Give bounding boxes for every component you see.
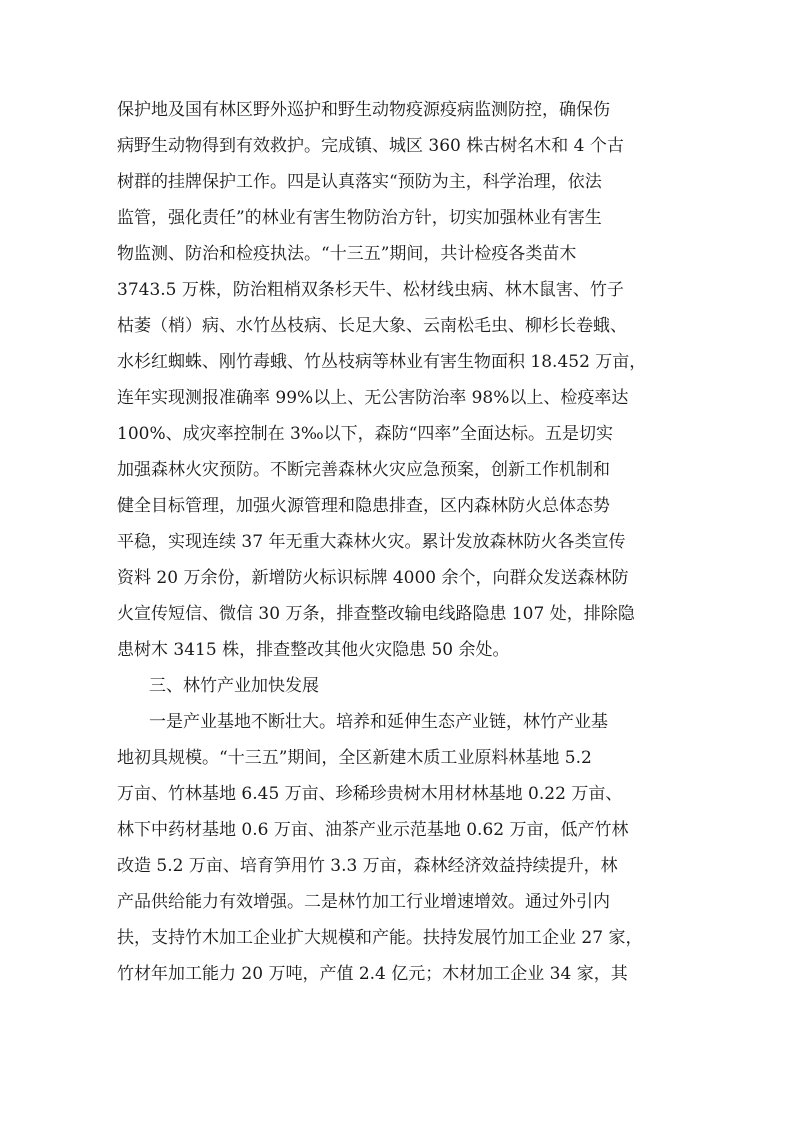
text-line: 连年实现测报准确率 99%以上、无公害防治率 98%以上、检疫率达: [117, 388, 629, 408]
text-line: 病野生动物得到有效救护。完成镇、城区 360 株古树名木和 4 个古: [117, 136, 624, 156]
text-line: 火宣传短信、微信 30 万条，排查整改输电线路隐患 107 处，排除隐: [117, 604, 635, 624]
text-line: 树群的挂牌保护工作。四是认真落实“预防为主，科学治理，依法: [117, 172, 602, 192]
text-line: 水杉红蜘蛛、刚竹毒蛾、竹丛枝病等林业有害生物面积 18.452 万亩，: [117, 352, 647, 372]
text-line: 一是产业基地不断壮大。培养和延伸生态产业链，林竹产业基: [149, 712, 608, 732]
section-heading: 三、林竹产业加快发展: [149, 676, 319, 696]
body-text: [117, 92, 697, 992]
text-line: 万亩、竹林基地 6.45 万亩、珍稀珍贵树木用材林基地 0.22 万亩、: [117, 784, 623, 804]
text-line: 竹材年加工能力 20 万吨，产值 2.4 亿元；木材加工企业 34 家，其: [117, 964, 628, 984]
text-line: 3743.5 万株，防治粗梢双条杉天牛、松材线虫病、林木鼠害、竹子: [117, 280, 624, 300]
text-line: 保护地及国有林区野外巡护和野生动物疫源疫病监测防控，确保伤: [117, 100, 610, 120]
text-line: 加强森林火灾预防。不断完善森林火灾应急预案，创新工作机制和: [117, 460, 610, 480]
text-line: 枯萎（梢）病、水竹丛枝病、长足大象、云南松毛虫、柳杉长卷蛾、: [117, 316, 627, 336]
text-line: 患树木 3415 株，排查整改其他火灾隐患 50 余处。: [117, 640, 510, 660]
text-line: 地初具规模。“十三五”期间，全区新建木质工业原料林基地 5.2: [117, 748, 592, 768]
text-line: 林下中药材基地 0.6 万亩、油茶产业示范基地 0.62 万亩，低产竹林: [117, 820, 629, 840]
text-line: 健全目标管理，加强火源管理和隐患排查，区内森林防火总体态势: [117, 496, 610, 516]
text-line: 平稳，实现连续 37 年无重大森林火灾。累计发放森林防火各类宣传: [117, 532, 626, 552]
text-line: 扶，支持竹木加工企业扩大规模和产能。扶持发展竹加工企业 27 家，: [117, 928, 643, 948]
text-line: 资料 20 万余份，新增防火标识标牌 4000 余个，向群众发送森林防: [117, 568, 629, 588]
text-line: 产品供给能力有效增强。二是林竹加工行业增速增效。通过外引内: [117, 892, 610, 912]
text-line: 100%、成灾率控制在 3‰以下，森防“四率”全面达标。五是切实: [117, 424, 614, 444]
text-line: 改造 5.2 万亩、培育笋用竹 3.3 万亩，森林经济效益持续提升，林: [117, 856, 618, 876]
text-line: 监管，强化责任”的林业有害生物防治方针，切实加强林业有害生: [117, 208, 602, 228]
text-line: 物监测、防治和检疫执法。“十三五”期间，共计检疫各类苗木: [117, 244, 577, 264]
